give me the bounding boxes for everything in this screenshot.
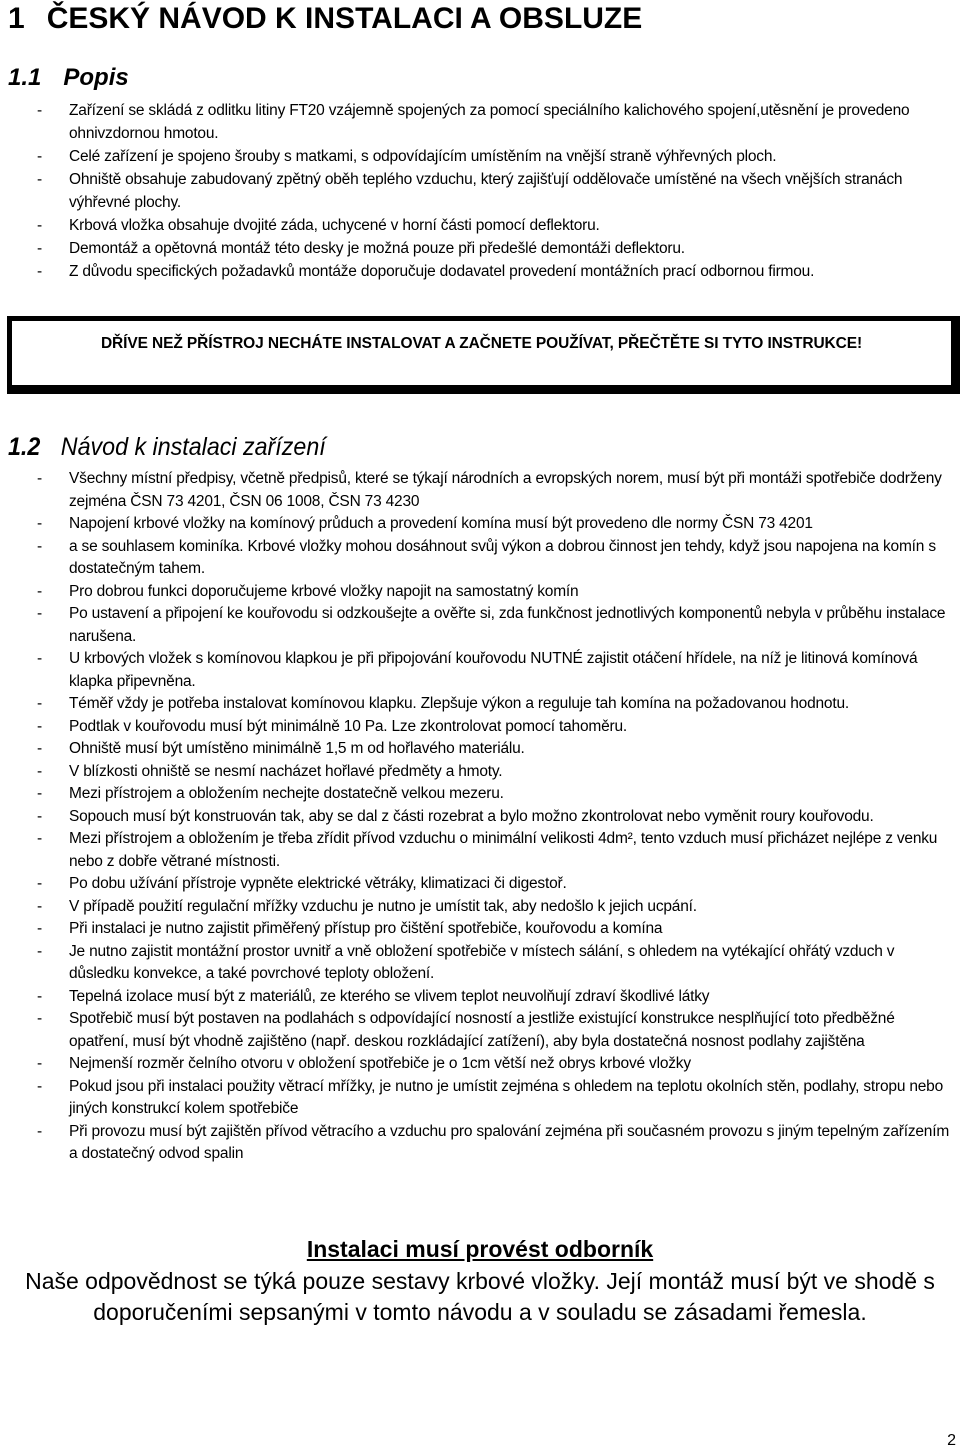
bullet-dash: - [37, 807, 42, 825]
list-item-text: Napojení krbové vložky na komínový průduch a provedení komína musí být provedeno dle normy ČSN 73 4201 [69, 515, 813, 532]
list-item [0, 603, 960, 648]
list-item [0, 1076, 960, 1121]
list-item [0, 716, 960, 739]
page-number: 2 [947, 1432, 956, 1449]
list-item-text: V případě použití regulační mřížky vzduchu je nutno je umístit tak, aby nedošlo k jejich ucpání. [69, 897, 697, 915]
list-item-text: Téměř vždy je potřeba instalovat komínovou klapku. Zlepšuje výkon a reguluje tah komína na požadovanou hodnotu. [69, 695, 849, 712]
list-item-text: Všechny místní předpisy, včetně předpisů, které se týkají národních a evropských norem, musí být při montáži spotřebiče dodrženy zejména ČSN 73 4201, ČSN 06 1008, ČSN 73 4230 [69, 470, 942, 510]
list-item [0, 1008, 960, 1053]
bullet-dash: - [37, 920, 42, 937]
footer-title: Instalaci musí provést odborník [306, 1236, 654, 1262]
list-item [0, 581, 960, 604]
section-2-heading [8, 433, 326, 462]
bullet-dash: - [37, 695, 42, 712]
bullet-dash: - [37, 171, 42, 188]
list-item-text: V blízkosti ohniště se nesmí nacházet hořlavé předměty a hmoty. [69, 762, 503, 780]
main-heading-number: 1 [8, 2, 25, 35]
bullet-dash: - [37, 1122, 42, 1140]
section-1-list [0, 99, 960, 283]
section-2-title: Návod k instalaci zařízení [60, 433, 326, 461]
list-item [0, 806, 960, 829]
list-item [0, 693, 960, 716]
list-item [0, 260, 960, 283]
bullet-dash: - [37, 875, 42, 892]
bullet-dash: - [37, 217, 42, 234]
list-item-text: Zařízení se skládá z odlitku litiny FT20 vzájemně spojených za pomocí speciálního kalichového spojení,utěsnění je provedeno ohnivzdornou hmotou. [69, 102, 910, 142]
bullet-dash: - [37, 1010, 42, 1027]
list-item-text: Tepelná izolace musí být z materiálů, ze kterého se vlivem teplot neuvolňují zdraví škodlivé látky [69, 987, 710, 1005]
list-item-text: Demontáž a opětovná montáž této desky je možná pouze při předešlé demontáži deflektoru. [69, 240, 685, 257]
list-item [0, 761, 960, 784]
main-heading-title: ČESKÝ NÁVOD K INSTALACI A OBSLUZE [46, 2, 643, 35]
list-item-text: Z důvodu specifických požadavků montáže doporučuje dodavatel provedení montážních prací odbornou firmou. [69, 263, 815, 280]
bullet-dash: - [37, 740, 42, 757]
list-item-text: Podtlak v kouřovodu musí být minimálně 10 Pa. Lze zkontrolovat pomocí tahoměru. [69, 717, 627, 735]
list-item-text: U krbových vložek s komínovou klapkou je při připojování kouřovodu NUTNÉ zajistit otáčení hřídele, na níž je litinová komínová klapka připevněna. [69, 650, 918, 690]
section-1-heading [8, 64, 129, 92]
list-item-text: Při instalaci je nutno zajistit přiměřený přístup pro čištění spotřebiče, kouřovodu a komína [69, 920, 663, 937]
list-item [0, 168, 960, 214]
bullet-dash: - [37, 605, 42, 622]
bullet-dash: - [37, 263, 42, 280]
list-item-text: Po dobu užívání přístroje vypněte elektrické větráky, klimatizaci či digestoř. [69, 875, 567, 892]
bullet-dash: - [37, 942, 42, 960]
bullet-dash: - [37, 717, 42, 735]
list-item-text: Celé zařízení je spojeno šrouby s matkami, s odpovídajícím umístěním na vnější straně výhřevných ploch. [69, 148, 777, 165]
footer-text: Naše odpovědnost se týká pouze sestavy krbové vložky. Její montáž musí být ve shodě s doporučeními sepsanými v tomto návodu a v souladu se zásadami řemesla. [25, 1268, 935, 1325]
bullet-dash: - [37, 537, 42, 555]
list-item [0, 828, 960, 873]
bullet-dash: - [37, 240, 42, 257]
bullet-dash: - [37, 148, 42, 165]
section-2-number: 1.2 [8, 433, 41, 461]
list-item-text: Je nutno zajistit montážní prostor uvnitř a vně obložení spotřebiče v místech sálání, s ohledem na vytékající ohřátý vzduch v důsledku konvekce, a také povrchové teploty obložení. [69, 942, 895, 982]
list-item [0, 99, 960, 145]
list-item-text: Ohniště obsahuje zabudovaný zpětný oběh teplého vzduchu, který zajišťují oddělovače umístěné na všech vnějších stranách výhřevné plochy. [69, 171, 903, 211]
section-2-list [0, 468, 960, 1166]
list-item-text: a se souhlasem kominíka. Krbové vložky mohou dosáhnout svůj výkon a dobrou činnost jen tehdy, když jsou napojena na komín s dostatečným tahem. [69, 537, 936, 577]
list-item-text: Krbová vložka obsahuje dvojité záda, uchycené v horní části pomocí deflektoru. [69, 217, 600, 234]
list-item-text: Ohniště musí být umístěno minimálně 1,5 m od hořlavého materiálu. [69, 740, 525, 757]
list-item [0, 873, 960, 896]
list-item [0, 918, 960, 941]
section-1-title: Popis [63, 64, 129, 91]
bullet-dash: - [37, 987, 42, 1005]
bullet-dash: - [37, 897, 42, 915]
list-item [0, 214, 960, 237]
list-item [0, 145, 960, 168]
bullet-dash: - [37, 1055, 42, 1072]
bullet-dash: - [37, 785, 42, 802]
list-item-text: Nejmenší rozměr čelního otvoru v obložení spotřebiče je o 1cm větší než obrys krbové vložky [69, 1055, 691, 1072]
list-item-text: Spotřebič musí být postaven na podlahách s odpovídající nosností a jestliže existující konstrukce nesplňující toto předběžné opatření, musí být vhodně zajištěno (např. deskou rozkládající zatížení), aby byla dostatečná nosnost podlahy zajištěna [69, 1010, 895, 1050]
list-item-text: Pokud jsou při instalaci použity větrací mřížky, je nutno je umístit zejména s ohledem na teplotu okolních stěn, podlahy, stropu nebo jiných konstrukcí kolem spotřebiče [69, 1077, 944, 1117]
list-item-text: Pro dobrou funkci doporučujeme krbové vložky napojit na samostatný komín [69, 582, 579, 600]
bullet-dash: - [37, 1077, 42, 1095]
warning-notice-text: DŘÍVE NEŽ PŘÍSTROJ NECHÁTE INSTALOVAT A ZAČNETE POUŽÍVAT, PŘEČTĚTE SI TYTO INSTRUKCE! [100, 335, 863, 352]
section-1-number: 1.1 [8, 64, 42, 91]
list-item [0, 1053, 960, 1076]
bullet-dash: - [37, 762, 42, 780]
main-heading [8, 2, 642, 36]
list-item-text: Po ustavení a připojení ke kouřovodu si odzkoušejte a ověřte si, zda funkčnost jednotlivých komponentů nebyla v průběhu instalace narušena. [69, 605, 946, 645]
bullet-dash: - [37, 830, 42, 847]
bullet-dash: - [37, 515, 42, 532]
list-item [0, 468, 960, 513]
bullet-dash: - [37, 582, 42, 600]
bullet-dash: - [37, 650, 42, 667]
list-item [0, 1121, 960, 1166]
list-item [0, 536, 960, 581]
list-item-text: Mezi přístrojem a obložením je třeba zřídit přívod vzduchu o minimální velikosti 4dm², tento vzduch musí přicházet nejlépe z venku nebo z dobře větrané místnosti. [69, 830, 938, 870]
list-item-text: Sopouch musí být konstruován tak, aby se dal z části rozebrat a bylo možno zkontrolovat nebo vyměnit roury kouřovodu. [69, 807, 874, 825]
list-item [0, 941, 960, 986]
list-item [0, 237, 960, 260]
list-item-text: Mezi přístrojem a obložením nechejte dostatečně velkou mezeru. [69, 785, 504, 802]
list-item [0, 783, 960, 806]
bullet-dash: - [37, 102, 42, 119]
list-item [0, 738, 960, 761]
list-item-text: Při provozu musí být zajištěn přívod větracího a vzduchu pro spalování zejména při současném provozu s jiným tepelným zařízením a dostatečný odvod spalin [69, 1122, 950, 1162]
list-item [0, 513, 960, 536]
list-item [0, 986, 960, 1009]
list-item [0, 648, 960, 693]
list-item [0, 896, 960, 919]
bullet-dash: - [37, 470, 42, 487]
warning-notice-box [7, 316, 960, 394]
